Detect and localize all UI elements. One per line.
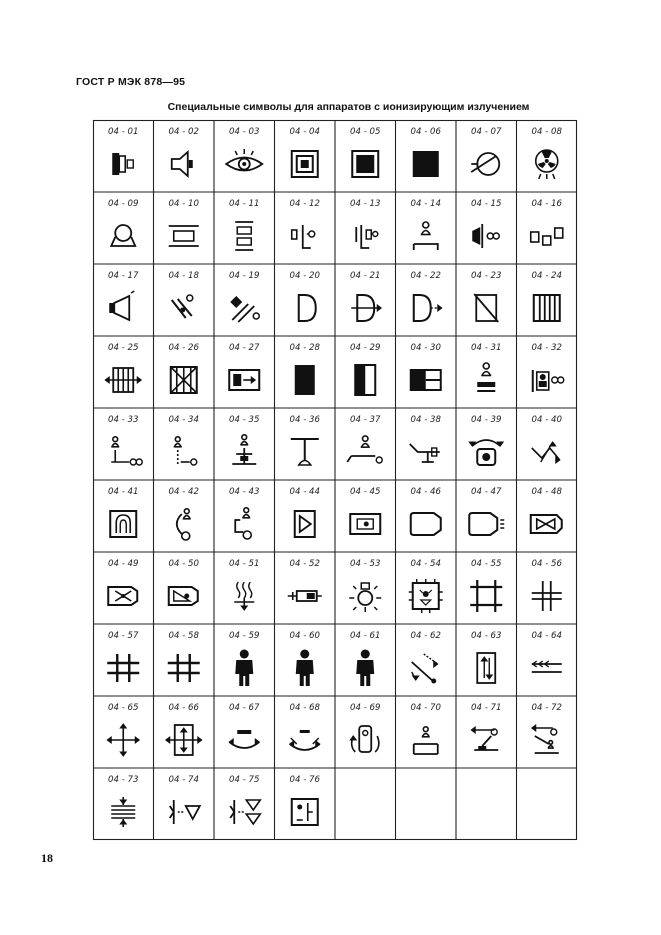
symbol-code: 04 - 24: [531, 271, 562, 281]
symbol-code: 04 - 09: [108, 199, 139, 209]
symbol-code: 04 - 02: [168, 127, 199, 137]
symbol-cell: [290, 487, 320, 537]
person-icon: [296, 650, 314, 687]
symbol-cell: [108, 127, 138, 175]
symbol-cell: [226, 127, 262, 171]
symbol-code: 04 - 50: [168, 559, 199, 569]
symbol-cell: [411, 271, 442, 321]
symbol-cell: [532, 631, 562, 672]
table-title: [0, 101, 661, 113]
symbol-cell: [350, 487, 380, 534]
symbol-code: 04 - 29: [350, 343, 381, 353]
bowtie-housing-icon: [531, 515, 562, 533]
figure-dashed-beam-icon: [174, 437, 197, 465]
cross-arrows-icon: [107, 724, 139, 756]
table-title-text: Специальные символы для аппаратов с ионизирующим излучением: [167, 101, 530, 113]
x-ray-source-icon: [172, 152, 193, 176]
symbol-code: 04 - 32: [531, 343, 562, 353]
symbol-cell: [169, 487, 199, 540]
symbol-code: 04 - 44: [289, 487, 320, 497]
arm-arrow-figure-icon: [532, 725, 559, 753]
symbol-cell: [532, 703, 562, 753]
document-code: ГОСТ Р МЭК 878—95: [76, 76, 186, 88]
symbol-code: 04 - 73: [108, 775, 139, 785]
symbol-cell: [290, 127, 320, 177]
symbol-code: 04 - 51: [229, 559, 260, 569]
symbol-cell: [288, 559, 322, 601]
symbol-cell: [411, 703, 442, 754]
symbol-code: 04 - 64: [531, 631, 562, 641]
symbol-code: 04 - 19: [229, 271, 260, 281]
heat-arrow-icon: [234, 582, 254, 610]
symbol-cell: [108, 559, 138, 605]
symbol-cell: [108, 199, 138, 246]
symbol-cell: [411, 631, 441, 684]
symbol-code: 04 - 62: [410, 631, 441, 641]
symbol-cell: [108, 775, 138, 827]
symbol-code: 04 - 69: [350, 703, 381, 713]
symbol-cell: [410, 415, 442, 462]
symbol-cell: [169, 271, 200, 318]
head-in-square-icon: [110, 511, 136, 537]
page-number: 18: [41, 851, 53, 865]
rotating-detector-icon: [469, 440, 503, 465]
symbol-cell: [168, 631, 200, 682]
double-cross-icon: [532, 581, 562, 611]
symbol-cell: [169, 199, 200, 246]
housing-icon: [411, 513, 441, 535]
symbol-code: 04 - 48: [531, 487, 562, 497]
symbol-code: 04 - 04: [289, 127, 320, 137]
housing-lines-icon: [469, 513, 504, 535]
symbol-cell: [471, 343, 501, 391]
horizontal-arrows-icon: [532, 661, 562, 672]
symbol-cell: [471, 199, 501, 248]
zigzag-arrows-icon: [532, 442, 560, 463]
dot-in-square-icon: [292, 799, 318, 825]
symbol-code: 04 - 13: [350, 199, 381, 209]
motion-arrows-icon: [412, 654, 438, 684]
symbol-code: 04 - 20: [289, 271, 320, 281]
symbol-code: 04 - 26: [168, 343, 199, 353]
half-filled-rectangle-icon: [355, 365, 375, 395]
symbol-cell: [349, 559, 381, 612]
symbol-code: 04 - 52: [289, 559, 320, 569]
figure-bracket-icon: [235, 508, 251, 539]
symbol-code: 04 - 38: [410, 415, 441, 425]
symbol-code: 04 - 22: [410, 271, 441, 281]
symbol-cell: [229, 199, 259, 250]
symbol-code: 04 - 08: [531, 127, 562, 137]
symbol-cell: [108, 271, 139, 320]
symbol-cell: [350, 631, 380, 686]
symbol-code: 04 - 07: [471, 127, 502, 137]
symbol-cell: [169, 559, 200, 605]
symbol-cell: [169, 343, 200, 393]
symbol-cell: [290, 343, 321, 395]
symbol-code: 04 - 35: [229, 415, 260, 425]
filled-square-icon: [413, 151, 439, 177]
light-field-icon: [409, 579, 443, 613]
symbol-cell: [411, 199, 441, 250]
symbol-code: 04 - 54: [410, 559, 441, 569]
symbol-code: 04 - 63: [471, 631, 502, 641]
symbol-code: 04 - 27: [229, 343, 260, 353]
symbol-cell: [532, 415, 563, 463]
symbol-code: 04 - 40: [531, 415, 562, 425]
swing-arc-arrows-icon: [290, 730, 320, 750]
tube-housing-icon: [108, 587, 137, 605]
symbol-code: 04 - 06: [410, 127, 441, 137]
symbol-code: 04 - 14: [410, 199, 441, 209]
symbol-cell: [411, 127, 442, 177]
arm-arrow-icon: [471, 727, 498, 750]
speaker-beam-icon: [109, 291, 134, 320]
symbol-code: 04 - 53: [350, 559, 381, 569]
symbol-cell: [532, 559, 563, 611]
symbol-code: 04 - 18: [168, 271, 199, 281]
radiation-trefoil-icon: [536, 150, 558, 179]
symbol-code: 04 - 16: [531, 199, 562, 209]
symbol-code: 04 - 47: [471, 487, 502, 497]
figure-on-table-icon: [347, 436, 382, 463]
reclined-table-icon: [410, 444, 440, 462]
crossed-cassette-icon: [474, 294, 498, 322]
symbol-code: 04 - 71: [471, 703, 502, 713]
symbol-cell: [350, 703, 380, 752]
linked-boxes-icon: [531, 228, 563, 245]
eye-icon: [226, 149, 262, 171]
figure-on-stand-icon: [232, 435, 256, 464]
symbol-cell: [229, 271, 259, 322]
symbol-cell: [169, 415, 199, 465]
person-icon: [356, 650, 374, 687]
detector-post-icon: [292, 225, 315, 248]
symbol-cell: [350, 343, 380, 395]
lamp-icon: [349, 583, 381, 612]
symbol-cell: [471, 127, 502, 175]
symbol-code: 04 - 33: [108, 415, 139, 425]
symbol-cell: [532, 127, 563, 179]
symbol-code: 04 - 66: [168, 703, 199, 713]
symbol-code: 04 - 30: [410, 343, 441, 353]
symbol-cell: [471, 631, 501, 683]
symbol-code: 04 - 05: [350, 127, 381, 137]
vertical-arrows-icon: [477, 653, 495, 683]
horizontal-bars-icon: [169, 226, 199, 246]
hash-icon: [168, 654, 200, 682]
tube-stand-icon: [111, 225, 135, 246]
syringe-icon: [288, 591, 322, 601]
symbol-cell: [471, 703, 501, 750]
x-ray-tube-icon: [112, 153, 133, 175]
symbol-code: 04 - 17: [108, 271, 139, 281]
patient-on-table-icon: [414, 222, 438, 250]
symbol-cell: [532, 343, 564, 392]
figure-platform-icon: [414, 727, 438, 754]
symbol-code: 04 - 61: [350, 631, 381, 641]
symbol-code: 04 - 56: [531, 559, 562, 569]
symbol-code: 04 - 67: [229, 703, 260, 713]
framed-cross-arrows-icon: [166, 725, 202, 755]
symbol-code: 04 - 10: [168, 199, 199, 209]
symbol-cell: [470, 559, 502, 612]
symbol-cell: [469, 487, 504, 535]
symbol-cell: [166, 703, 202, 755]
symbol-cell: [411, 343, 442, 390]
seated-figure-icon: [533, 370, 564, 392]
t-stand-icon: [291, 439, 319, 465]
tilted-fork-icon: [172, 295, 193, 318]
symbol-code: 04 - 58: [168, 631, 199, 641]
symbols-table: [93, 120, 577, 840]
symbol-cell: [229, 631, 259, 686]
grid-lines-icon: [534, 295, 560, 321]
symbol-code: 04 - 37: [350, 415, 381, 425]
symbol-cell: [411, 487, 442, 535]
d-arrow-icon: [351, 295, 381, 321]
rotation-cassette-icon: [350, 726, 379, 752]
symbol-code: 04 - 41: [108, 487, 139, 497]
symbol-code: 04 - 01: [108, 127, 139, 137]
figure-above-bars-icon: [477, 363, 495, 391]
symbol-cell: [290, 631, 321, 686]
symbol-code: 04 - 59: [229, 631, 260, 641]
symbol-code: 04 - 70: [410, 703, 441, 713]
symbol-code: 04 - 76: [289, 775, 320, 785]
beam-triangle-icon: [170, 800, 200, 824]
source-detector-icon: [472, 224, 499, 248]
symbol-cell: [229, 703, 260, 748]
table-grid-lines: [93, 120, 577, 840]
symbol-cell: [350, 271, 381, 321]
symbol-cell: [531, 199, 563, 245]
symbol-cell: [350, 199, 380, 248]
tilted-tube-icon: [230, 296, 259, 322]
symbol-cell: [105, 343, 141, 392]
quadrant-rectangle-icon: [411, 370, 441, 390]
symbol-cell: [290, 271, 321, 321]
symbol-code: 04 - 25: [108, 343, 139, 353]
symbol-code: 04 - 34: [168, 415, 199, 425]
tube-circle-icon: [471, 153, 499, 175]
symbol-code: 04 - 28: [289, 343, 320, 353]
figure-beam-icon: [111, 437, 142, 465]
d-shape-icon: [299, 295, 316, 321]
monitor-icon: [350, 514, 380, 534]
symbol-code: 04 - 55: [471, 559, 502, 569]
symbol-code: 04 - 31: [471, 343, 502, 353]
symbol-cell: [347, 415, 382, 463]
hash-frame-icon: [470, 580, 502, 612]
grid-double-arrow-icon: [105, 368, 141, 392]
symbol-cell: [531, 487, 563, 533]
detector-side-icon: [356, 225, 378, 248]
symbol-cell: [108, 487, 138, 537]
cassette-arrow-icon: [229, 370, 259, 390]
symbol-code: 04 - 65: [108, 703, 139, 713]
symbol-code: 04 - 12: [289, 199, 320, 209]
symbol-cell: [229, 487, 259, 539]
symbol-cell: [409, 559, 443, 613]
symbol-code: 04 - 36: [289, 415, 320, 425]
d-dotted-arrow-icon: [414, 295, 442, 321]
symbol-cell: [290, 775, 321, 825]
symbol-cell: [169, 127, 199, 176]
symbol-code: 04 - 68: [289, 703, 320, 713]
symbol-code: 04 - 75: [229, 775, 260, 785]
symbol-cell: [350, 127, 380, 177]
symbol-cell: [169, 775, 200, 824]
hash-icon: [107, 654, 139, 682]
symbol-code: 04 - 43: [229, 487, 260, 497]
stacked-bars-icon: [235, 222, 253, 250]
symbol-code: 04 - 39: [471, 415, 502, 425]
filled-rectangle-icon: [295, 365, 315, 395]
person-icon: [235, 650, 253, 687]
compression-icon: [111, 797, 135, 827]
symbol-cell: [290, 703, 321, 750]
symbol-cell: [107, 703, 139, 756]
symbol-code: 04 - 72: [531, 703, 562, 713]
symbol-cell: [532, 271, 562, 321]
symbol-cell: [108, 415, 142, 465]
symbol-cell: [290, 199, 320, 248]
symbol-code: 04 - 60: [289, 631, 320, 641]
symbol-code: 04 - 11: [229, 199, 260, 209]
symbol-code: 04 - 15: [471, 199, 502, 209]
symbol-code: 04 - 74: [168, 775, 199, 785]
symbol-cell: [290, 415, 321, 465]
symbol-code: 04 - 49: [108, 559, 139, 569]
symbol-cell: [229, 343, 260, 390]
figure-arc-icon: [177, 509, 191, 540]
symbol-code: 04 - 21: [350, 271, 381, 281]
triangle-in-square-icon: [295, 511, 315, 537]
symbol-cell: [469, 415, 503, 465]
symbol-cell: [471, 271, 501, 322]
tube-housing-dot-icon: [169, 587, 198, 605]
symbol-code: 04 - 57: [108, 631, 139, 641]
symbol-code: 04 - 46: [410, 487, 441, 497]
beam-double-triangle-icon: [230, 800, 260, 824]
symbol-cell: [229, 775, 260, 824]
symbol-code: 04 - 42: [168, 487, 199, 497]
symbol-code: 04 - 03: [229, 127, 260, 137]
symbol-code: 04 - 45: [350, 487, 381, 497]
nested-squares-icon: [292, 151, 318, 177]
symbol-cell: [229, 559, 259, 610]
swing-arc-icon: [229, 730, 259, 748]
crossed-grid-icon: [171, 367, 197, 393]
framed-filled-square-icon: [352, 151, 378, 177]
symbol-code: 04 - 23: [471, 271, 502, 281]
symbol-cell: [107, 631, 139, 682]
symbol-cell: [229, 415, 259, 464]
